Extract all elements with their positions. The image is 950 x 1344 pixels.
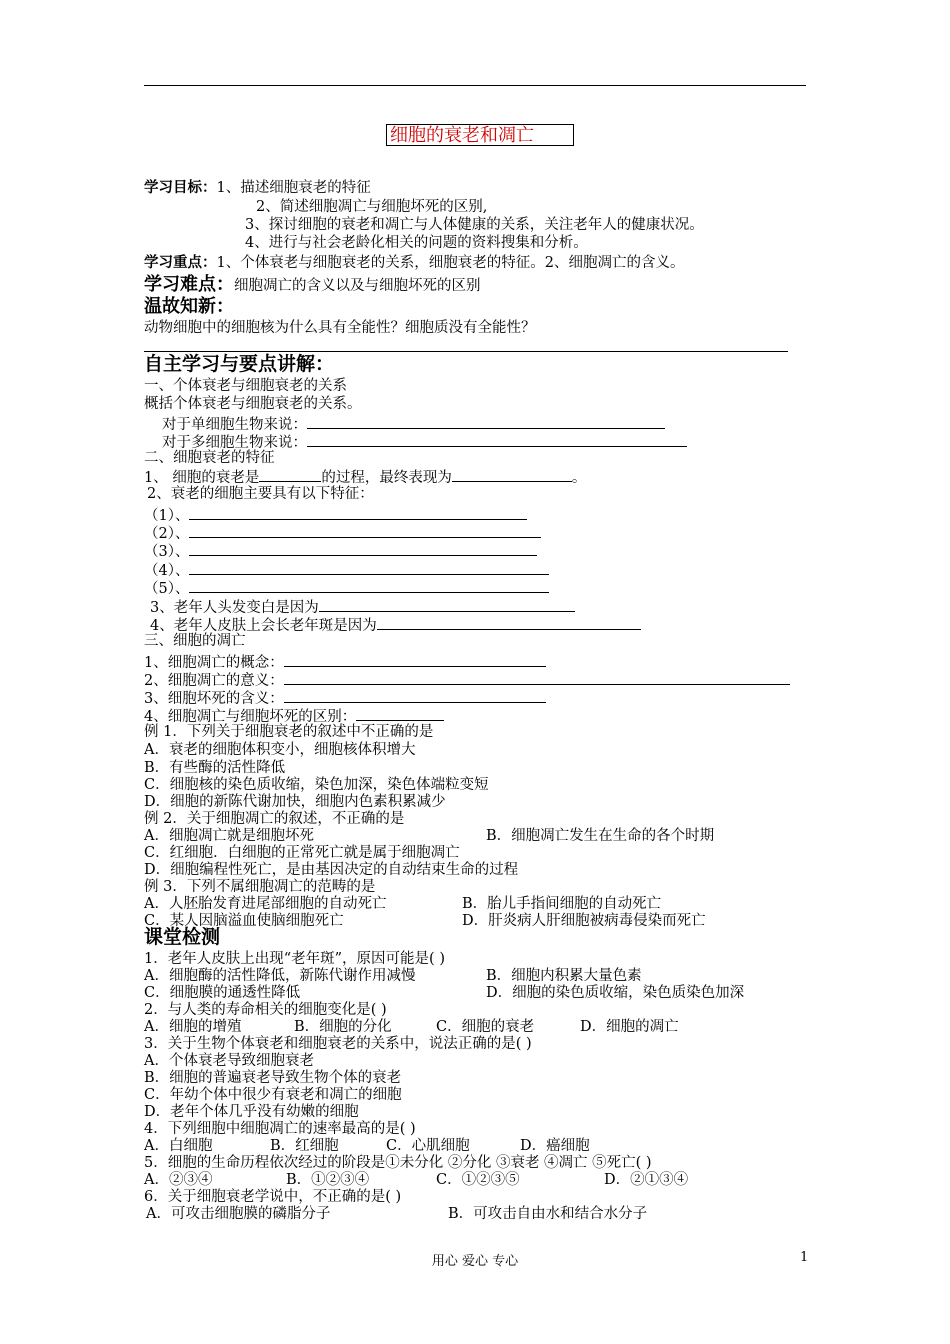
quiz-option: C．心肌细胞: [386, 1138, 470, 1154]
quiz-option: C．①②③⑤: [436, 1172, 520, 1188]
example-2-question: 例 2．关于细胞凋亡的叙述，不正确的是: [144, 811, 405, 827]
multi-cell-line: [162, 432, 687, 452]
quiz-question-4: 4．下列细胞中细胞凋亡的速率最高的是( ): [144, 1121, 416, 1137]
goals-label: 学习目标：: [144, 180, 217, 196]
example-1-option: D．细胞的新陈代谢加快，细胞内色素积累减少: [144, 794, 446, 810]
example-1-option: C．细胞核的染色质收缩，染色加深，染色体端粒变短: [144, 777, 489, 793]
example-2-option: A．细胞凋亡就是细胞坏死: [144, 828, 314, 844]
key-points-text: 1、个体衰老与细胞衰老的关系，细胞衰老的特征。2、细胞凋亡的含义。: [216, 255, 685, 271]
s2-item-4: [150, 615, 641, 635]
s3-1-label: 1、细胞凋亡的概念：: [144, 655, 284, 671]
s3-item-3: [144, 688, 546, 708]
footer-text: 用心 爱心 专心: [431, 1254, 519, 1269]
quiz-option: D．癌细胞: [520, 1138, 590, 1154]
s2-4-text: 4、老年人皮肤上会长老年斑是因为: [150, 618, 377, 634]
feature-label: （4）、: [144, 563, 190, 579]
blank[interactable]: [377, 615, 641, 630]
blank[interactable]: [284, 652, 546, 667]
blank[interactable]: [307, 414, 665, 429]
single-cell-label: 对于单细胞生物来说：: [162, 417, 307, 433]
quiz-question-6: 6．关于细胞衰老学说中，不正确的是( ): [144, 1189, 402, 1205]
difficulty-text: 细胞凋亡的含义以及与细胞坏死的区别: [234, 278, 481, 294]
example-2-option: C．红细胞．白细胞的正常死亡就是属于细胞凋亡: [144, 845, 460, 861]
quiz-option: D．细胞的染色质收缩，染色质染色加深: [486, 985, 745, 1001]
section-2-title: 二、细胞衰老的特征: [144, 450, 275, 466]
example-3-option: D．肝炎病人肝细胞被病毒侵染而死亡: [462, 913, 706, 929]
review-heading: 温故知新：: [144, 296, 234, 317]
section-1-intro: 概括个体衰老与细胞衰老的关系。: [144, 396, 362, 412]
goal-item: 1、描述细胞衰老的特征: [216, 180, 371, 196]
multi-cell-label: 对于多细胞生物来说：: [162, 435, 307, 451]
quiz-option: A．可攻击细胞膜的磷脂分子: [146, 1206, 331, 1222]
s3-item-4: [144, 706, 444, 726]
difficulty-label: 学习难点：: [144, 274, 234, 295]
review-question: 动物细胞中的细胞核为什么具有全能性？细胞质没有全能性？: [144, 320, 536, 336]
section-3-title: 三、细胞的凋亡: [144, 633, 246, 649]
key-points-label: 学习重点：: [144, 255, 217, 271]
goal-item: 4、进行与社会老龄化相关的问题的资料搜集和分析。: [245, 235, 588, 251]
quiz-option: A．细胞的增殖: [144, 1019, 242, 1035]
answer-line: [144, 351, 788, 352]
quiz-option: D．②①③④: [604, 1172, 689, 1188]
blank[interactable]: [356, 706, 444, 721]
example-1-question: 例 1．下列关于细胞衰老的叙述中不正确的是: [144, 724, 434, 740]
header-rule: [144, 85, 806, 86]
blank[interactable]: [189, 505, 527, 520]
page-title: 细胞的衰老和凋亡: [386, 124, 574, 146]
quiz-option: B．①②③④: [286, 1172, 370, 1188]
key-points: [144, 255, 684, 272]
difficulty: [144, 276, 481, 295]
section-1-title: 一、个体衰老与细胞衰老的关系: [144, 378, 347, 394]
goal-item: 3、探讨细胞的衰老和凋亡与人体健康的关系，关注老年人的健康状况。: [245, 217, 704, 233]
feature-label: （1）、: [144, 508, 190, 524]
s3-2-label: 2、细胞凋亡的意义：: [144, 673, 284, 689]
blank[interactable]: [189, 560, 549, 575]
quiz-option: A．个体衰老导致细胞衰老: [144, 1053, 314, 1069]
quiz-option: B．细胞的普遍衰老导致生物个体的衰老: [144, 1070, 402, 1086]
quiz-option: C．细胞的衰老: [436, 1019, 535, 1035]
s2-1-text: 。: [571, 470, 587, 486]
example-1-option: B．有些酶的活性降低: [144, 760, 286, 776]
example-3-option: A．人胚胎发育进尾部细胞的自动死亡: [144, 896, 387, 912]
feature-label: （3）、: [144, 544, 190, 560]
blank[interactable]: [284, 688, 546, 703]
s2-item-1: [144, 467, 586, 487]
s2-item-2: 2、衰老的细胞主要具有以下特征：: [147, 486, 374, 502]
s2-item-3: [150, 597, 575, 617]
quiz-option: D．细胞的凋亡: [580, 1019, 679, 1035]
blank[interactable]: [319, 597, 575, 612]
single-cell-line: [162, 414, 665, 434]
quiz-option: A．细胞酶的活性降低，新陈代谢作用减慢: [144, 968, 416, 984]
quiz-question-1: 1．老年人皮肤上出现“老年斑”，原因可能是( ): [144, 951, 445, 967]
self-study-heading: 自主学习与要点讲解：: [144, 353, 335, 375]
example-2-option: D．细胞编程性死亡，是由基因决定的自动结束生命的过程: [144, 862, 519, 878]
feature-label: （2）、: [144, 526, 190, 542]
feature-line: [144, 560, 549, 580]
example-3-option: C．某人因脑溢血使脑细胞死亡: [144, 913, 344, 929]
s3-item-2: [144, 670, 790, 690]
quiz-option: B．细胞内积累大量色素: [486, 968, 642, 984]
s2-1-text: 的过程，最终表现为: [321, 470, 452, 486]
s2-3-text: 3、老年人头发变白是因为: [150, 600, 319, 616]
quiz-option: C．年幼个体中很少有衰老和凋亡的细胞: [144, 1087, 402, 1103]
quiz-question-2: 2．与人类的寿命相关的细胞变化是( ): [144, 1002, 387, 1018]
blank[interactable]: [307, 432, 687, 447]
feature-line: [144, 541, 537, 561]
goal-item: 2、简述细胞凋亡与细胞坏死的区别,: [256, 199, 488, 215]
blank[interactable]: [189, 541, 537, 556]
goals-line-1: [144, 180, 371, 197]
feature-line: [144, 578, 549, 598]
quiz-option: A．②③④: [144, 1172, 213, 1188]
example-2-option: B．细胞凋亡发生在生命的各个时期: [486, 828, 715, 844]
example-3-question: 例 3．下列不属细胞凋亡的范畴的是: [144, 879, 376, 895]
quiz-heading: 课堂检测: [144, 926, 221, 948]
example-1-option: A．衰老的细胞体积变小，细胞核体积增大: [144, 742, 416, 758]
quiz-option: B．红细胞: [270, 1138, 339, 1154]
quiz-question-5: 5．细胞的生命历程依次经过的阶段是①未分化 ②分化 ③衰老 ④凋亡 ⑤死亡( ): [144, 1155, 652, 1171]
blank[interactable]: [284, 670, 790, 685]
quiz-question-3: 3．关于生物个体衰老和细胞衰老的关系中，说法正确的是( ): [144, 1036, 532, 1052]
blank[interactable]: [259, 467, 321, 482]
quiz-option: B．细胞的分化: [294, 1019, 392, 1035]
quiz-option: A．白细胞: [144, 1138, 213, 1154]
page-number: 1: [800, 1250, 809, 1265]
feature-line: [144, 523, 541, 543]
quiz-option: B．可攻击自由水和结合水分子: [448, 1206, 648, 1222]
blank[interactable]: [452, 467, 572, 482]
quiz-option: D．老年个体几乎没有幼嫩的细胞: [144, 1104, 359, 1120]
blank[interactable]: [189, 578, 549, 593]
s3-3-label: 3、细胞坏死的含义：: [144, 691, 284, 707]
s3-item-1: [144, 652, 546, 672]
feature-line: [144, 505, 527, 525]
blank[interactable]: [189, 523, 541, 538]
s3-4-label: 4、细胞凋亡与细胞坏死的区别：: [144, 709, 357, 725]
feature-label: （5）、: [144, 581, 190, 597]
example-3-option: B．胎儿手指间细胞的自动死亡: [462, 896, 662, 912]
s2-1-text: 1、 细胞的衰老是: [144, 470, 260, 486]
quiz-option: C．细胞膜的通透性降低: [144, 985, 301, 1001]
